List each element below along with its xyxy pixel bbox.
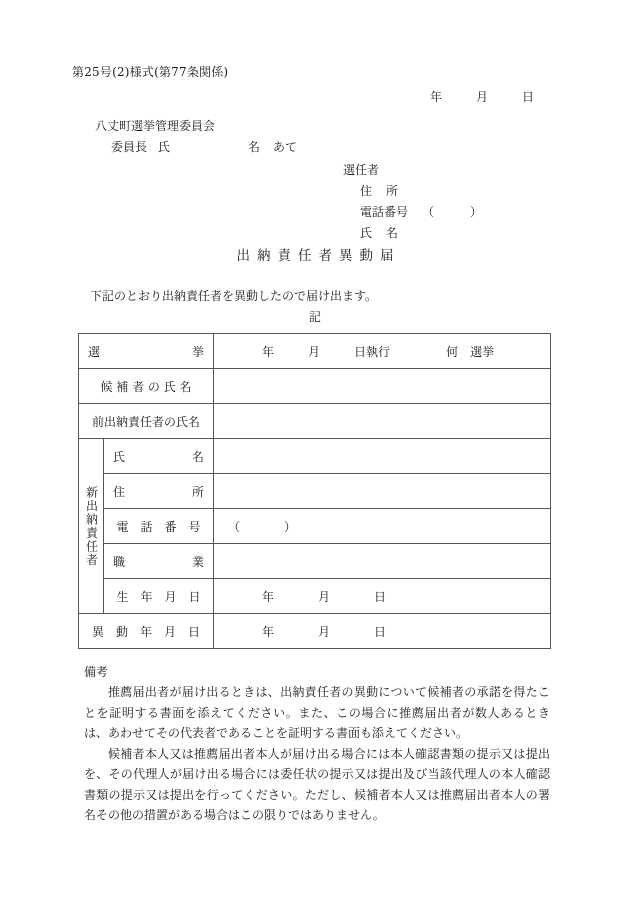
label-new-manager-vertical-text: 新出納責任者 (84, 485, 99, 567)
ki-heading: 記 (308, 310, 321, 324)
document-title: 出納責任者異動届 (236, 248, 401, 264)
remarks-paragraph-1: 推薦届出者が届け出るときは、出納責任者の異動について候補者の承諾を得たことを証明する書面を添えてください。また、この場合に推薦届出者が数人あるときは、あわせてその代表者であることを証明する書面も添えてください。 (84, 685, 550, 740)
appointer-name-label: 氏 (360, 226, 373, 240)
table-row-change-date (79, 614, 551, 649)
value-former-manager-name[interactable] (214, 404, 551, 439)
label-election (79, 334, 214, 369)
change-notification-table (78, 333, 551, 649)
table-row-new-manager-name (79, 439, 551, 474)
appointer-tel-open: （ (422, 205, 435, 219)
birth-month-label: 月 (318, 589, 331, 604)
remarks-paragraph-2: 候補者本人又は推薦届出者本人が届け出る場合には本人確認書類の提示又は提出を、その代理人が届け出る場合には委任状の提示又は提出及び当該代理人の本人確認書類の提示又は提出を行ってください。ただし、候補者本人又は推薦届出者本人の署名その他の措置がある場合はこの限りではありません。 (84, 746, 550, 822)
date-year-label: 年 (430, 90, 443, 104)
value-change-date[interactable] (214, 614, 551, 649)
appointer-tel-close: ） (470, 205, 483, 219)
election-exec-label: 日執行 (354, 344, 391, 359)
table-row-election (79, 334, 551, 369)
label-new-tel-text: 電 話 番 号 (116, 519, 201, 534)
table-row-candidate-name (79, 369, 551, 404)
election-year-label: 年 (262, 344, 275, 359)
chair-line (95, 137, 297, 158)
appointer-address-label2: 所 (386, 184, 399, 198)
label-change-date (79, 614, 214, 649)
label-new-manager-birthdate (104, 579, 214, 614)
statement-text: 下記のとおり出納責任者を異動したので届け出ます。 (90, 289, 378, 303)
chair-title: 委員長 (111, 140, 148, 154)
appointer-address-label: 住 (360, 184, 373, 198)
committee-name: 八丈町選挙管理委員会 (95, 119, 216, 133)
label-election-right: 挙 (191, 344, 204, 359)
label-new-name-right: 名 (191, 449, 204, 464)
label-new-manager-tel (104, 509, 214, 544)
label-new-address-right: 所 (191, 484, 204, 499)
label-new-manager-vertical (79, 439, 104, 614)
label-former-manager-name-text: 前出納責任者の氏名 (91, 414, 200, 429)
table-row-new-manager-birthdate (79, 579, 551, 614)
appointer-block (343, 160, 482, 244)
new-tel-close: ） (284, 519, 297, 534)
election-kind-label: 選挙 (470, 344, 495, 359)
value-new-manager-name[interactable] (214, 439, 551, 474)
birth-year-label: 年 (262, 589, 275, 604)
election-month-label: 月 (308, 344, 321, 359)
change-day-label: 日 (374, 624, 387, 639)
value-election[interactable] (214, 334, 551, 369)
date-day-label: 日 (522, 90, 535, 104)
table-row-new-manager-occupation (79, 544, 551, 579)
form-number: 第25号(2)様式(第77条関係) (72, 65, 229, 79)
label-candidate-name (79, 369, 214, 404)
new-tel-open: （ (228, 519, 241, 534)
table-row-new-manager-address (79, 474, 551, 509)
label-new-occupation-right: 業 (191, 554, 204, 569)
label-new-manager-name (104, 439, 214, 474)
submission-date-line (430, 88, 534, 105)
appointer-name-line (343, 223, 482, 244)
appointer-tel-line (343, 202, 482, 223)
appointer-address-line (343, 181, 482, 202)
label-new-manager-occupation (104, 544, 214, 579)
appointer-tel-label: 電話番号 (360, 205, 409, 219)
label-new-occupation-left: 職 (113, 554, 126, 569)
change-year-label: 年 (262, 624, 275, 639)
appointer-name-label2: 名 (386, 226, 399, 240)
addressee-block (95, 116, 297, 158)
table-row-former-manager-name (79, 404, 551, 439)
value-new-manager-occupation[interactable] (214, 544, 551, 579)
date-month-label: 月 (476, 90, 489, 104)
appointer-heading: 選任者 (343, 163, 380, 177)
table-row-new-manager-tel (79, 509, 551, 544)
value-candidate-name[interactable] (214, 369, 551, 404)
label-change-date-text: 異 動 年 月 日 (91, 624, 200, 639)
label-new-name-left: 氏 (113, 449, 126, 464)
label-new-birthdate-text: 生 年 月 日 (116, 589, 201, 604)
label-new-address-left: 住 (113, 484, 126, 499)
label-candidate-name-text: 候 補 者 の 氏 名 (100, 379, 192, 394)
chair-surname-label: 氏 (158, 140, 171, 154)
label-former-manager-name (79, 404, 214, 439)
remarks-title: 備考 (84, 665, 109, 679)
chair-given-label: 名 (248, 140, 261, 154)
value-new-manager-address[interactable] (214, 474, 551, 509)
birth-day-label: 日 (374, 589, 387, 604)
attn-label: あて (273, 140, 298, 154)
label-new-manager-address (104, 474, 214, 509)
value-new-manager-birthdate[interactable] (214, 579, 551, 614)
label-election-left: 選 (88, 344, 101, 359)
election-what-label: 何 (446, 344, 459, 359)
change-month-label: 月 (318, 624, 331, 639)
value-new-manager-tel[interactable] (214, 509, 551, 544)
remarks-section (84, 663, 550, 826)
